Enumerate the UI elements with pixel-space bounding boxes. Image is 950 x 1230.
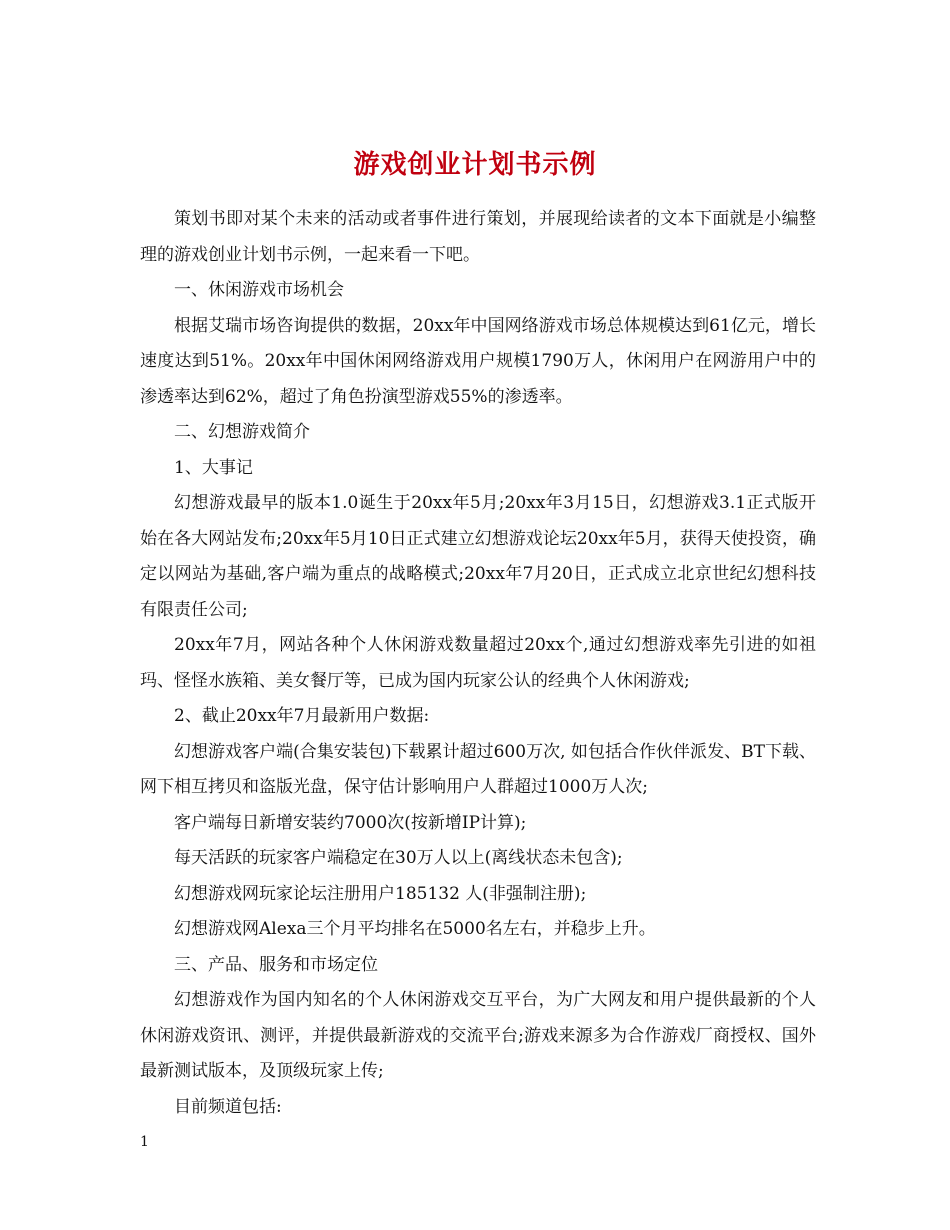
paragraph-daily-installs: 客户端每日新增安装约7000次(按新增IP计算); [174, 812, 527, 833]
paragraph-positioning: 幻想游戏作为国内知名的个人休闲游戏交互平台，为广大网友和用户提供最新的个人休闲游戏资讯、测评，并提供最新游戏的交流平台;游戏来源多为合作游戏厂商授权、国外最新测试版本，及顶级玩家上传; [140, 990, 816, 1081]
paragraph-alexa-rank: 幻想游戏网Alexa三个月平均排名在5000名左右，并稳步上升。 [174, 919, 656, 939]
page-number: 1 [140, 1134, 149, 1150]
heading-subsection-1: 1、大事记 [174, 457, 253, 478]
document-body [140, 202, 816, 1125]
document-title: 游戏创业计划书示例 [353, 150, 597, 181]
paragraph-forum-users: 幻想游戏网玩家论坛注册用户185132 人(非强制注册); [174, 883, 587, 904]
paragraph-active-players: 每天活跃的玩家客户端稳定在30万人以上(离线状态未包含); [174, 848, 623, 868]
paragraph-games-count: 20xx年7月，网站各种个人休闲游戏数量超过20xx个,通过幻想游戏率先引进的如祖玛、怪怪水族箱、美女餐厅等，已成为国内玩家公认的经典个人休闲游戏; [140, 635, 816, 691]
heading-section-3: 三、产品、服务和市场定位 [174, 954, 378, 975]
heading-section-1: 一、休闲游戏市场机会 [174, 280, 344, 300]
paragraph-milestones: 幻想游戏最早的版本1.0诞生于20xx年5月;20xx年3月15日，幻想游戏3.1正式版开始在各大网站发布;20xx年5月10日正式建立幻想游戏论坛20xx年5月，获得天使投资，确定以网站为基础,客户端为重点的战略模式;20xx年7月20日，正式成立北京世纪幻想科技有限责任公司; [140, 493, 816, 620]
paragraph-intro: 策划书即对某个未来的活动或者事件进行策划，并展现给读者的文本下面就是小编整理的游戏创业计划书示例，一起来看一下吧。 [140, 209, 816, 265]
paragraph-downloads: 幻想游戏客户端(合集安装包)下载累计超过600万次, 如包括合作伙伴派发、BT下载、网下相互拷贝和盗版光盘，保守估计影响用户人群超过1000万人次; [140, 741, 816, 797]
heading-subsection-2: 2、截止20xx年7月最新用户数据: [174, 706, 430, 726]
paragraph-channels: 目前频道包括: [174, 1096, 282, 1117]
heading-section-2: 二、幻想游戏简介 [174, 422, 310, 442]
paragraph-market-data: 根据艾瑞市场咨询提供的数据，20xx年中国网络游戏市场总体规模达到61亿元，增长速度达到51%。20xx年中国休闲网络游戏用户规模1790万人，休闲用户在网游用户中的渗透率达到62%，超过了角色扮演型游戏55%的渗透率。 [140, 315, 816, 407]
